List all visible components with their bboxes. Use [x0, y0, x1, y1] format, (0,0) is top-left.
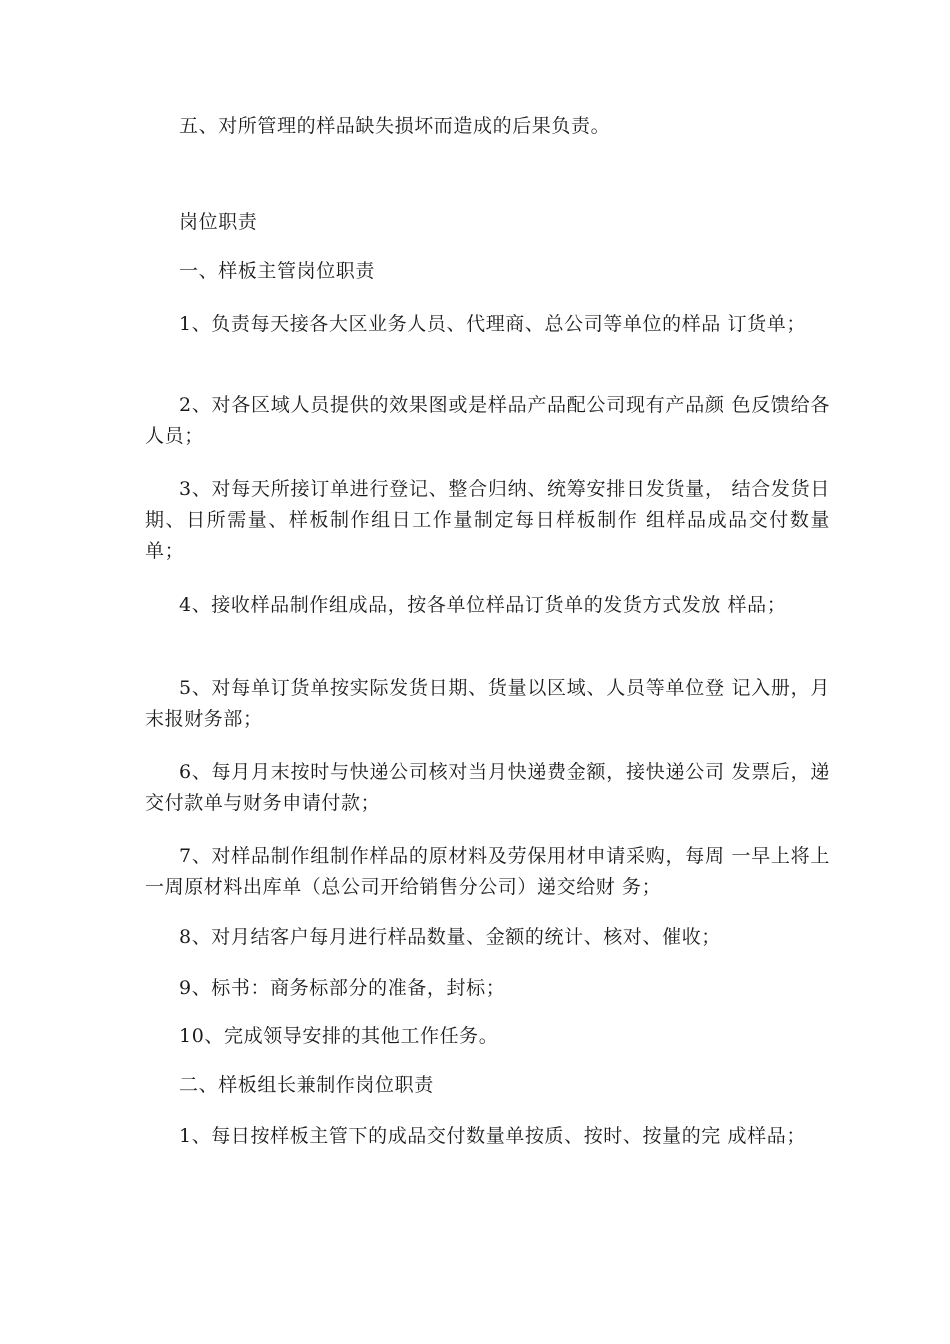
section-heading: 岗位职责	[179, 211, 258, 233]
duty-item-10: 10、完成领导安排的其他工作任务。	[179, 1025, 499, 1047]
paragraph-item-5: 五、对所管理的样品缺失损坏而造成的后果负责。	[179, 115, 611, 137]
duty-item-2: 2、对各区域人员提供的效果图或是样品产品配公司现有产品颜 色反馈给各人员；	[145, 394, 830, 447]
duty-item-1: 1、负责每天接各大区业务人员、代理商、总公司等单位的样品 订货单；	[179, 313, 806, 335]
duty-item-9: 9、标书：商务标部分的准备，封标；	[179, 977, 506, 999]
duty-item-2-1: 1、每日按样板主管下的成品交付数量单按质、按时、按量的完 成样品；	[179, 1125, 806, 1147]
duty-item-7: 7、对样品制作组制作样品的原材料及劳保用材申请采购，每周 一早上将上一周原材料出库单（总公司开给销售分公司）递交给财 务；	[145, 845, 830, 898]
duty-item-8: 8、对月结客户每月进行样品数量、金额的统计、核对、催收；	[179, 926, 721, 948]
duty-item-3: 3、对每天所接订单进行登记、整合归纳、统筹安排日发货量， 结合发货日期、日所需量、样板制作组日工作量制定每日样板制作 组样品成品交付数量单；	[145, 478, 830, 562]
duty-item-5: 5、对每单订货单按实际发货日期、货量以区域、人员等单位登 记入册，月末报财务部；	[145, 677, 830, 730]
duty-item-6: 6、每月月末按时与快递公司核对当月快递费金额，接快递公司 发票后，递交付款单与财务申请付款；	[145, 761, 830, 814]
subsection-heading-1: 一、样板主管岗位职责	[179, 260, 376, 282]
subsection-heading-2: 二、样板组长兼制作岗位职责	[179, 1074, 434, 1096]
duty-item-4: 4、接收样品制作组成品，按各单位样品订货单的发货方式发放 样品；	[179, 594, 787, 616]
